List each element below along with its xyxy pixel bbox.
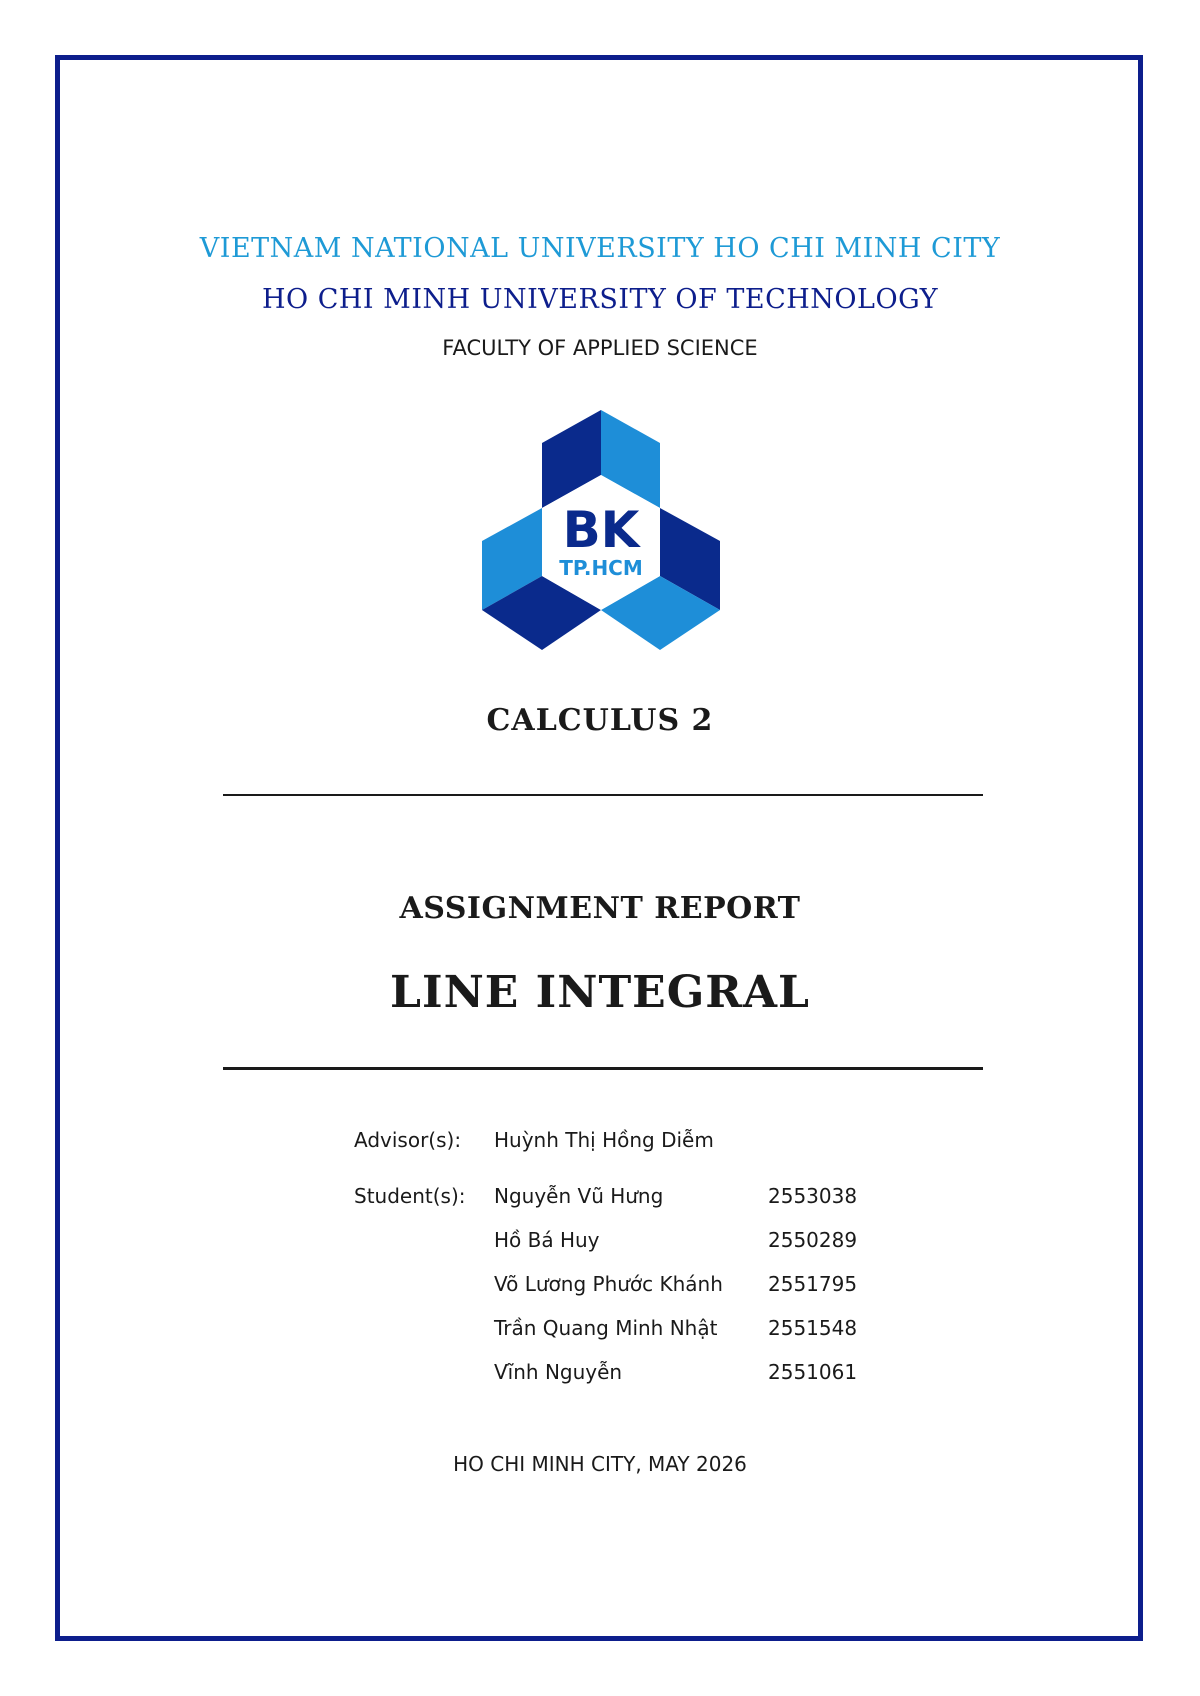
advisor-name: Huỳnh Thị Hồng Diễm [494,1128,714,1152]
faculty-name: FACULTY OF APPLIED SCIENCE [442,336,758,360]
student-id: 2551548 [768,1316,858,1340]
student-name: Võ Lương Phước Khánh [494,1272,723,1296]
university-logo [482,410,720,650]
student-name: Vĩnh Nguyễn [494,1360,623,1384]
student-name: Hồ Bá Huy [494,1228,600,1252]
student-name: Trần Quang Minh Nhật [494,1316,718,1340]
logo-text-sub: TP.HCM [559,556,643,580]
student-name: Nguyễn Vũ Hưng [494,1184,664,1208]
national-university-name: VIETNAM NATIONAL UNIVERSITY HO CHI MINH CITY [199,233,1001,264]
student-id: 2551061 [768,1360,858,1384]
university-name: HO CHI MINH UNIVERSITY OF TECHNOLOGY [261,284,939,315]
divider-top [223,794,983,796]
student-id: 2553038 [768,1184,858,1208]
student-id: 2550289 [768,1228,858,1252]
advisor-label: Advisor(s): [354,1128,462,1152]
city-date: HO CHI MINH CITY, MAY 2026 [453,1452,747,1476]
students-label: Student(s): [354,1184,466,1208]
report-type: ASSIGNMENT REPORT [399,891,801,926]
logo-text-main: BK [562,501,640,559]
course-title: CALCULUS 2 [486,703,714,738]
report-topic: LINE INTEGRAL [390,967,810,1018]
student-id: 2551795 [768,1272,858,1296]
divider-bottom [223,1067,983,1070]
